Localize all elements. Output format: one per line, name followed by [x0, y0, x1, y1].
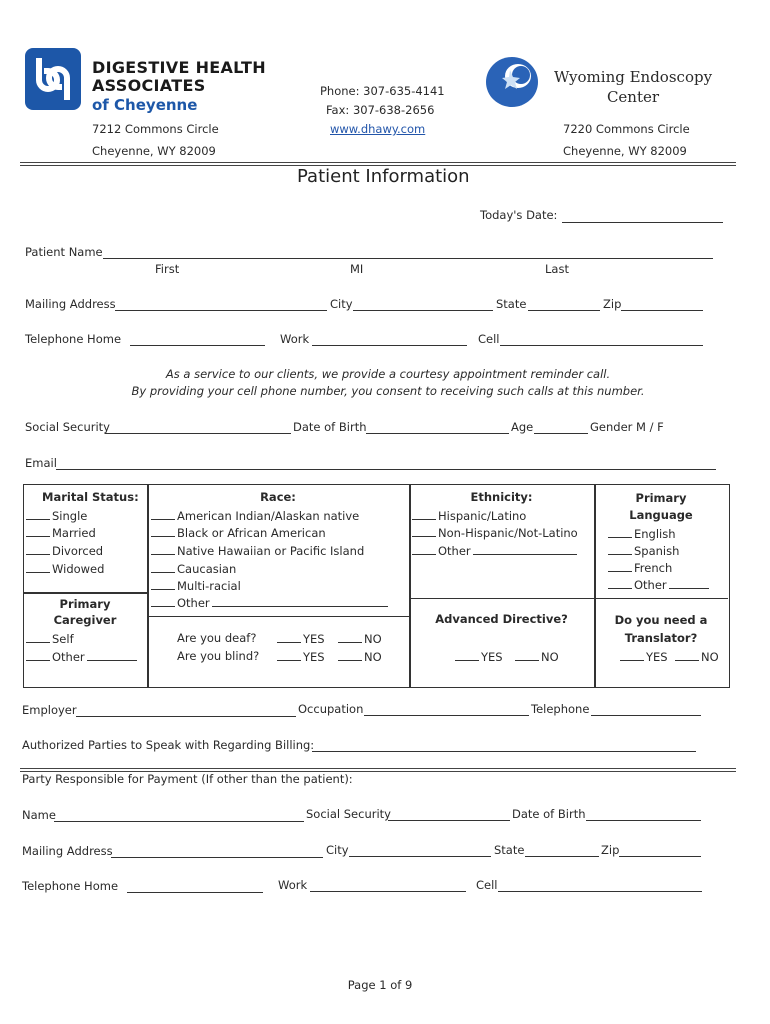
responsible-work-label: Work	[278, 878, 308, 892]
responsible-dob-label: Date of Birth	[512, 807, 586, 821]
marital-option[interactable]: Divorced	[26, 543, 103, 558]
reminder-notice-2: By providing your cell phone number, you consent to receiving such calls at this number.	[131, 384, 645, 398]
race-title: Race:	[260, 490, 296, 504]
responsible-work-field[interactable]	[310, 891, 466, 892]
responsible-cell-label: Cell	[476, 878, 498, 892]
dha-logo	[25, 48, 81, 110]
responsible-ssn-field[interactable]	[388, 820, 510, 821]
marital-option[interactable]: Widowed	[26, 561, 104, 576]
language-title-2: Language	[629, 508, 693, 522]
caregiver-option[interactable]: Self	[26, 631, 74, 646]
city-label: City	[330, 297, 353, 311]
responsible-home-field[interactable]	[127, 892, 263, 893]
race-option[interactable]: American Indian/Alaskan native	[151, 508, 359, 523]
ethnicity-option[interactable]: Other	[412, 543, 579, 558]
work-phone-label: Work	[280, 332, 310, 346]
translator-title-1: Do you need a	[614, 613, 708, 627]
state-label: State	[496, 297, 527, 311]
responsible-zip-field[interactable]	[619, 856, 701, 857]
responsible-party-heading: Party Responsible for Payment (If other than the patient):	[22, 772, 353, 786]
telephone-home-field[interactable]	[130, 345, 265, 346]
todays-date-label: Today's Date:	[480, 208, 558, 222]
age-field[interactable]	[534, 433, 588, 434]
deaf-no[interactable]: NO	[338, 631, 382, 646]
language-option[interactable]: Spanish	[608, 543, 679, 558]
wec-name-line1: Wyoming Endoscopy	[553, 68, 713, 86]
state-field[interactable]	[528, 310, 600, 311]
occupation-field[interactable]	[364, 715, 529, 716]
authorized-parties-field[interactable]	[312, 751, 696, 752]
responsible-name-field[interactable]	[54, 821, 304, 822]
race-option[interactable]: Native Hawaiian or Pacific Island	[151, 543, 364, 558]
marital-option[interactable]: Married	[26, 525, 96, 540]
page-number: Page 1 of 9	[347, 978, 413, 992]
mailing-address-field[interactable]	[115, 310, 327, 311]
page-title: Patient Information	[297, 166, 470, 187]
responsible-state-field[interactable]	[525, 856, 599, 857]
caregiver-title-2: Caregiver	[53, 613, 117, 627]
language-option[interactable]: English	[608, 526, 676, 541]
employer-telephone-label: Telephone	[531, 702, 590, 716]
age-label: Age	[511, 420, 534, 434]
race-option[interactable]: Black or African American	[151, 525, 326, 540]
responsible-address-label: Mailing Address	[22, 844, 113, 858]
fax-text: Fax: 307-638-2656	[326, 103, 435, 117]
cell-phone-field[interactable]	[500, 345, 703, 346]
header-divider	[20, 162, 736, 163]
last-name-caption: Last	[545, 262, 569, 276]
employer-telephone-field[interactable]	[591, 715, 701, 716]
email-field[interactable]	[56, 469, 716, 470]
wec-logo	[484, 56, 540, 108]
responsible-home-label: Telephone Home	[22, 879, 119, 893]
occupation-label: Occupation	[298, 702, 364, 716]
mi-caption: MI	[350, 262, 364, 276]
ssn-label: Social Security	[25, 420, 110, 434]
email-label: Email	[25, 456, 57, 470]
responsible-dob-field[interactable]	[586, 820, 701, 821]
responsible-name-label: Name	[22, 808, 56, 822]
responsible-city-field[interactable]	[349, 856, 491, 857]
responsible-zip-label: Zip	[601, 843, 620, 857]
dob-field[interactable]	[366, 433, 509, 434]
work-phone-field[interactable]	[312, 345, 467, 346]
language-divider	[594, 598, 728, 599]
language-option[interactable]: Other	[608, 577, 711, 592]
responsible-city-label: City	[326, 843, 349, 857]
marital-title: Marital Status:	[42, 490, 139, 504]
patient-name-field[interactable]	[103, 258, 713, 259]
advanced-directive-title: Advanced Directive?	[435, 612, 568, 626]
translator-title-2: Translator?	[624, 631, 698, 645]
org-name-line3: of Cheyenne	[92, 96, 198, 114]
city-field[interactable]	[353, 310, 493, 311]
employer-field[interactable]	[76, 716, 296, 717]
deaf-question: Are you deaf?	[177, 631, 257, 645]
blind-yes[interactable]: YES	[277, 649, 325, 664]
right-address-1: 7220 Commons Circle	[563, 122, 690, 136]
race-divider	[147, 616, 409, 617]
org-name-line2: ASSOCIATES	[92, 76, 206, 95]
org-name-line1: DIGESTIVE HEALTH	[92, 58, 266, 77]
marital-option[interactable]: Single	[26, 508, 87, 523]
ssn-field[interactable]	[105, 433, 291, 434]
section-divider	[20, 768, 736, 769]
left-address-2: Cheyenne, WY 82009	[92, 144, 216, 158]
website-link[interactable]: www.dhawy.com	[330, 122, 426, 136]
first-name-caption: First	[155, 262, 180, 276]
todays-date-field[interactable]	[562, 222, 723, 223]
phone-text: Phone: 307-635-4141	[320, 84, 445, 98]
ethnicity-option[interactable]: Hispanic/Latino	[412, 508, 526, 523]
race-option[interactable]: Multi-racial	[151, 578, 241, 593]
ethnicity-option[interactable]: Non-Hispanic/Not-Latino	[412, 525, 578, 540]
cell-phone-label: Cell	[478, 332, 500, 346]
caregiver-option[interactable]: Other	[26, 649, 139, 664]
ethnicity-title: Ethnicity:	[470, 490, 533, 504]
directive-yes[interactable]: YES	[455, 649, 503, 664]
telephone-home-label: Telephone Home	[25, 332, 122, 346]
race-option[interactable]: Caucasian	[151, 561, 236, 576]
wec-name-line2: Center	[606, 88, 660, 106]
responsible-ssn-label: Social Security	[306, 807, 391, 821]
translator-no[interactable]: NO	[675, 649, 719, 664]
responsible-state-label: State	[494, 843, 525, 857]
race-option[interactable]: Other	[151, 595, 390, 610]
right-address-2: Cheyenne, WY 82009	[563, 144, 687, 158]
directive-no[interactable]: NO	[515, 649, 559, 664]
responsible-cell-field[interactable]	[498, 891, 702, 892]
language-title-1: Primary	[635, 491, 687, 505]
zip-field[interactable]	[621, 310, 703, 311]
language-option[interactable]: French	[608, 560, 672, 575]
caregiver-title-1: Primary	[59, 597, 111, 611]
gender-label[interactable]: Gender M / F	[590, 420, 664, 434]
blind-no[interactable]: NO	[338, 649, 382, 664]
employer-label: Employer	[22, 703, 77, 717]
mailing-address-label: Mailing Address	[25, 297, 116, 311]
zip-label: Zip	[603, 297, 622, 311]
patient-name-label: Patient Name	[25, 245, 103, 259]
blind-question: Are you blind?	[177, 649, 260, 663]
translator-yes[interactable]: YES	[620, 649, 668, 664]
ethnicity-divider	[409, 598, 594, 599]
authorized-parties-label: Authorized Parties to Speak with Regarding Billing:	[22, 738, 315, 752]
responsible-address-field[interactable]	[111, 857, 323, 858]
deaf-yes[interactable]: YES	[277, 631, 325, 646]
left-address-1: 7212 Commons Circle	[92, 122, 219, 136]
reminder-notice-1: As a service to our clients, we provide a courtesy appointment reminder call.	[165, 367, 611, 381]
dob-label: Date of Birth	[293, 420, 367, 434]
